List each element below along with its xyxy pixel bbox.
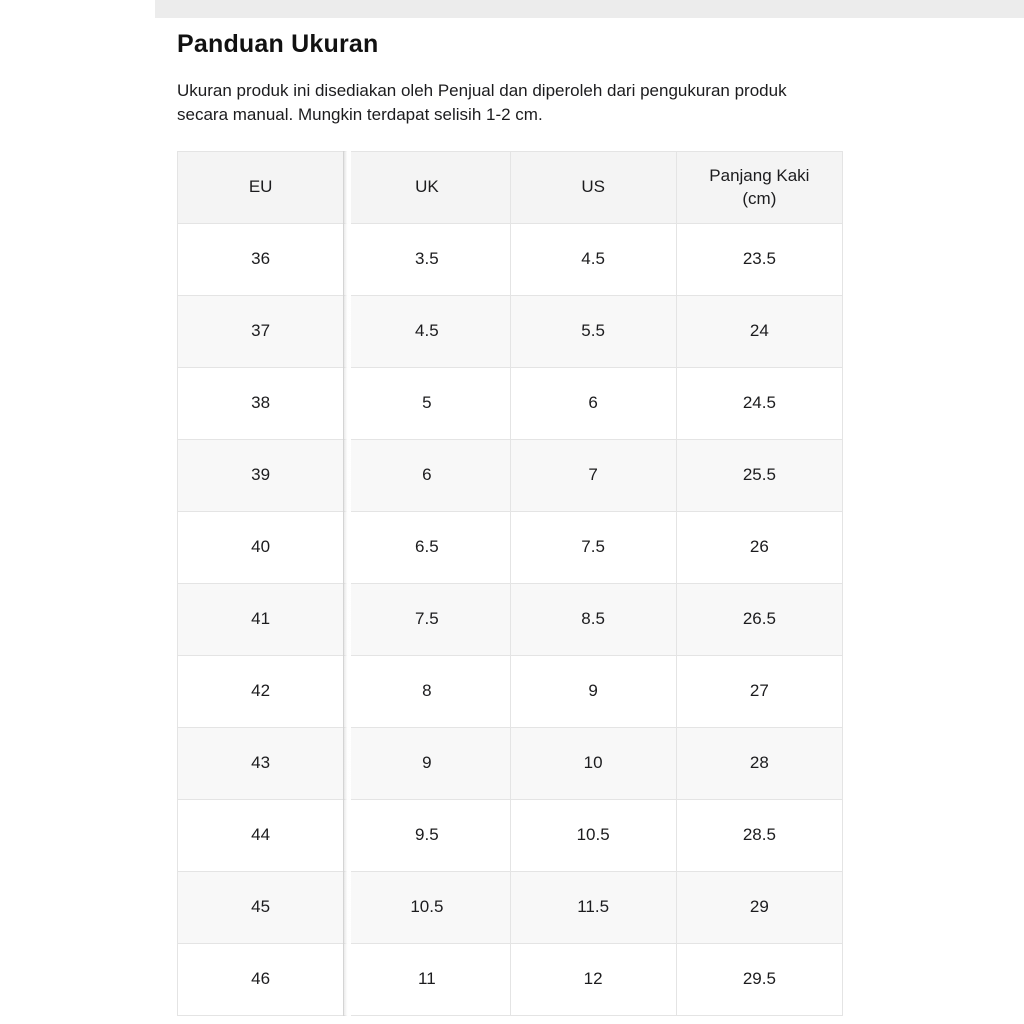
size-table-head-row (178, 152, 843, 224)
table-row (178, 800, 843, 872)
table-row (178, 440, 843, 512)
table-cell: 45 (178, 872, 344, 944)
table-cell: 5.5 (510, 296, 676, 368)
table-cell: 10.5 (344, 872, 510, 944)
table-cell: 43 (178, 728, 344, 800)
column-header: UK (344, 152, 510, 224)
table-cell: 7.5 (344, 584, 510, 656)
size-guide-panel (177, 30, 845, 1016)
table-cell: 38 (178, 368, 344, 440)
table-cell: 4.5 (510, 224, 676, 296)
size-guide-table (177, 151, 843, 1016)
table-cell: 39 (178, 440, 344, 512)
table-cell: 41 (178, 584, 344, 656)
table-cell: 37 (178, 296, 344, 368)
table-row (178, 872, 843, 944)
table-cell: 28 (676, 728, 842, 800)
top-divider-strip (155, 0, 1024, 18)
table-cell: 28.5 (676, 800, 842, 872)
table-cell: 8.5 (510, 584, 676, 656)
table-cell: 44 (178, 800, 344, 872)
size-table-scroll-area[interactable] (177, 151, 845, 1016)
table-cell: 8 (344, 656, 510, 728)
table-cell: 6 (344, 440, 510, 512)
table-cell: 27 (676, 656, 842, 728)
table-row (178, 368, 843, 440)
table-row (178, 944, 843, 1016)
table-cell: 10 (510, 728, 676, 800)
table-cell: 36 (178, 224, 344, 296)
table-cell: 40 (178, 512, 344, 584)
table-cell: 23.5 (676, 224, 842, 296)
size-table-body (178, 224, 843, 1016)
page-title: Panduan Ukuran (177, 30, 379, 58)
table-row (178, 512, 843, 584)
table-cell: 6 (510, 368, 676, 440)
table-cell: 46 (178, 944, 344, 1016)
table-cell: 26 (676, 512, 842, 584)
table-cell: 11.5 (510, 872, 676, 944)
table-cell: 6.5 (344, 512, 510, 584)
table-cell: 42 (178, 656, 344, 728)
page-description: Ukuran produk ini disediakan oleh Penjual dan diperoleh dari pengukuran produk secara manual. Mungkin terdapat selisih 1-2 cm. (177, 81, 787, 125)
table-cell: 7.5 (510, 512, 676, 584)
table-cell: 11 (344, 944, 510, 1016)
table-cell: 24 (676, 296, 842, 368)
table-cell: 10.5 (510, 800, 676, 872)
column-header: EU (178, 152, 344, 224)
table-cell: 26.5 (676, 584, 842, 656)
table-cell: 9.5 (344, 800, 510, 872)
table-cell: 29.5 (676, 944, 842, 1016)
column-header: Panjang Kaki (cm) (676, 152, 842, 224)
table-row (178, 728, 843, 800)
table-row (178, 224, 843, 296)
table-cell: 12 (510, 944, 676, 1016)
table-cell: 7 (510, 440, 676, 512)
table-cell: 9 (344, 728, 510, 800)
table-cell: 3.5 (344, 224, 510, 296)
table-cell: 29 (676, 872, 842, 944)
table-row (178, 584, 843, 656)
table-cell: 4.5 (344, 296, 510, 368)
table-cell: 5 (344, 368, 510, 440)
table-row (178, 656, 843, 728)
table-row (178, 296, 843, 368)
column-header: US (510, 152, 676, 224)
table-cell: 9 (510, 656, 676, 728)
table-cell: 25.5 (676, 440, 842, 512)
table-cell: 24.5 (676, 368, 842, 440)
